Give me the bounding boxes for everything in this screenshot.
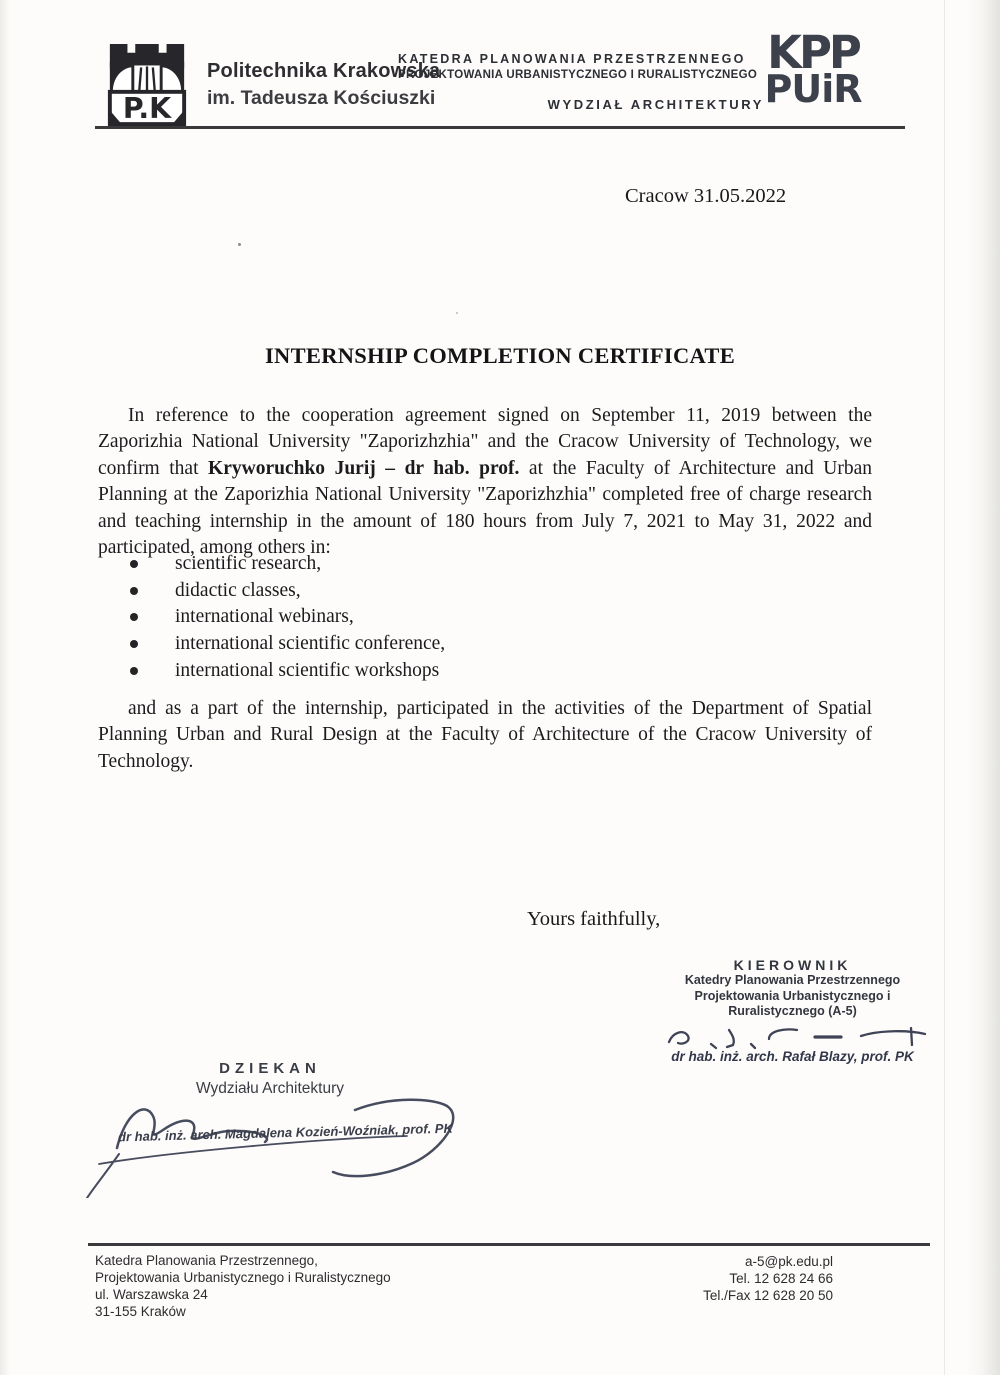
head-dept-line2: Projektowania Urbanistycznego i (694, 988, 891, 1003)
paragraph-intro (98, 403, 872, 563)
kpp-logo-bottom-text: PUiR (764, 66, 862, 111)
list-item (98, 551, 718, 578)
footer-contact-block (633, 1253, 833, 1304)
pk-university-logo-icon (102, 42, 192, 128)
footer-phone: Tel. 12 628 24 66 (729, 1271, 833, 1286)
university-name: Politechnika Krakowska (207, 60, 441, 82)
footer-address-line: Katedra Planowania Przestrzennego, (95, 1253, 318, 1268)
list-item-text: international scientific conference, (175, 633, 446, 655)
head-dept-line1: Katedry Planowania Przestrzennego (684, 973, 901, 987)
bullet-icon (130, 640, 138, 648)
closing-salutation: Yours faithfully, (527, 908, 661, 930)
list-item-text: didactic classes, (175, 579, 301, 601)
dean-name: dr hab. inż. arch. Magdalena Kozień-Woźniak, prof. PK (117, 1120, 454, 1145)
footer-divider (88, 1243, 930, 1246)
pk-monogram: P.K (122, 92, 172, 126)
intern-name: Kryworuchko Jurij – dr hab. prof. (208, 457, 520, 479)
faculty-line: WYDZIAŁ ARCHITEKTURY (547, 97, 764, 112)
footer-fax: Tel./Fax 12 628 20 50 (703, 1288, 833, 1303)
bullet-icon (130, 667, 138, 675)
list-item-text: international webinars, (175, 606, 354, 628)
list-item (98, 604, 718, 631)
list-item-text: international scientific workshops (175, 659, 440, 681)
scan-speck (238, 243, 241, 246)
list-item-text: scientific research, (175, 553, 322, 575)
kpp-logo-top-text: KPP (767, 26, 859, 79)
department-header-block (398, 52, 764, 112)
head-handwritten-signature (653, 1023, 933, 1051)
bullet-icon (130, 587, 138, 595)
footer-address-line: 31-155 Kraków (95, 1304, 186, 1319)
paragraph-intro-rest: at the Faculty of Architecture and Urban Planning at the Zaporizhia National University "Zaporizhzhia" completed free of charge research and teaching internship in the amount of 180 hours from July 7, 2021 to May 31, 2022 and participated, among others in: (98, 457, 873, 559)
activities-list (98, 551, 718, 684)
dean-role: DZIEKAN (219, 1060, 321, 1077)
paragraph-outro: and as a part of the internship, participated in the activities of the Department of Spatial Planning Urban and Rural Design at the Faculty of Architecture of the Cracow University of Technology. (98, 697, 872, 772)
footer-email: a-5@pk.edu.pl (744, 1254, 833, 1269)
scan-speck (456, 312, 458, 314)
list-item (98, 657, 718, 684)
dean-dept-line: Wydziału Architektury (195, 1080, 345, 1097)
date-line: Cracow 31.05.2022 (625, 185, 787, 207)
head-dept-line3: Ruralistycznego (A-5) (728, 1004, 857, 1018)
head-name: dr hab. inż. arch. Rafał Blazy, prof. PK (671, 1048, 914, 1064)
scan-edge-artifact (944, 0, 945, 1375)
kpp-puir-logo-icon (758, 26, 868, 111)
header-divider (95, 126, 905, 129)
list-item (98, 631, 718, 658)
head-signature-block (645, 957, 940, 1064)
document-title: INTERNSHIP COMPLETION CERTIFICATE (264, 343, 736, 368)
footer-address-block (95, 1252, 391, 1320)
footer-address-line: ul. Warszawska 24 (95, 1287, 208, 1302)
list-item (98, 578, 718, 605)
department-line2: PROJEKTOWANIA URBANISTYCZNEGO I RURALISTYCZNEGO (398, 69, 758, 81)
bullet-icon (130, 613, 138, 621)
university-subtitle: im. Tadeusza Kościuszki (207, 87, 436, 109)
head-role: KIEROWNIK (733, 957, 852, 973)
footer-address-line: Projektowania Urbanistycznego i Ruralistycznego (95, 1270, 391, 1285)
department-line1: KATEDRA PLANOWANIA PRZESTRZENNEGO (398, 52, 746, 66)
bullet-icon (130, 560, 138, 568)
paragraph-intro-text: In reference to the cooperation agreement signed on September 11, 2019 between the Zaporizhia National University "Zaporizhzhia" and the Cracow University of Technology, we confirm that (98, 404, 872, 479)
